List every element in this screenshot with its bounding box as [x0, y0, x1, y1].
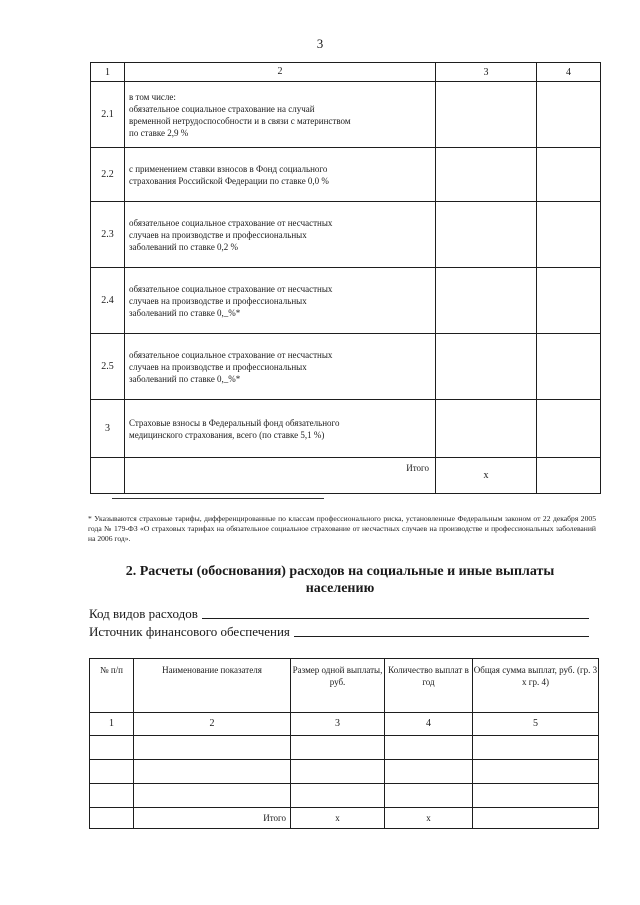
row-text-line: обязательное социальное страхование от несчастных — [129, 349, 333, 360]
table-header-row — [91, 63, 601, 82]
empty-cell — [90, 760, 134, 784]
row-value-cell — [537, 400, 601, 458]
column-number-row — [90, 713, 599, 736]
social-payments-table — [89, 658, 599, 829]
row-text-line: обязательное социальное страхование на случай — [129, 103, 315, 114]
table-row — [90, 736, 599, 760]
row-value-cell — [436, 400, 537, 458]
row-description — [125, 400, 436, 458]
column-number: 2 — [134, 713, 291, 736]
row-value-cell — [436, 334, 537, 400]
row-text-line: случаев на производстве и профессиональных — [129, 229, 307, 240]
footnote-separator — [112, 498, 324, 499]
empty-cell — [291, 784, 385, 808]
row-value-cell — [436, 268, 537, 334]
total-label: Итого — [125, 458, 436, 494]
expense-code-field — [89, 606, 589, 622]
total-value-cell — [537, 458, 601, 494]
table-row — [91, 334, 601, 400]
row-number: 2.5 — [91, 334, 125, 400]
row-description — [125, 268, 436, 334]
column-number: 3 — [291, 713, 385, 736]
row-text-line: заболеваний по ставке 0,_%* — [129, 307, 241, 318]
row-number: 2.1 — [91, 82, 125, 148]
row-text-line: с применением ставки взносов в Фонд социального — [129, 163, 328, 174]
total-x-mark: x — [436, 458, 537, 494]
total-x-mark: x — [385, 808, 473, 829]
row-number: 2.2 — [91, 148, 125, 202]
col-header-2: 2 — [125, 63, 436, 82]
empty-cell — [134, 736, 291, 760]
row-description — [125, 148, 436, 202]
total-row — [90, 808, 599, 829]
row-description — [125, 334, 436, 400]
col-header-1: 1 — [91, 63, 125, 82]
column-number: 5 — [473, 713, 599, 736]
column-number: 1 — [90, 713, 134, 736]
expense-code-blank-line — [202, 618, 589, 619]
col-header-payment-count: Количество выплат в год — [385, 659, 473, 713]
page-number: 3 — [316, 36, 324, 51]
empty-cell — [291, 736, 385, 760]
table-row — [91, 400, 601, 458]
row-number: 2.3 — [91, 202, 125, 268]
table-row — [91, 82, 601, 148]
col-header-payment-size: Размер одной выплаты, руб. — [291, 659, 385, 713]
table-row — [91, 148, 601, 202]
empty-cell — [385, 736, 473, 760]
funding-source-field — [89, 624, 589, 640]
empty-cell — [473, 784, 599, 808]
expense-code-label: Код видов расходов — [89, 606, 198, 621]
row-text-line: медицинского страхования, всего (по ставке 5,1 %) — [129, 429, 325, 440]
row-text-line: страхования Российской Федерации по ставке 0,0 % — [129, 175, 329, 186]
row-text-line: случаев на производстве и профессиональных — [129, 361, 307, 372]
row-value-cell — [436, 82, 537, 148]
empty-cell — [134, 760, 291, 784]
empty-cell — [473, 760, 599, 784]
total-x-mark: x — [291, 808, 385, 829]
row-value-cell — [537, 82, 601, 148]
empty-cell — [473, 736, 599, 760]
col-header-indicator: Наименование показателя — [134, 659, 291, 713]
row-text-line: в том числе: — [129, 91, 176, 102]
table-row — [91, 268, 601, 334]
row-value-cell — [436, 148, 537, 202]
column-number: 4 — [385, 713, 473, 736]
row-number: 3 — [91, 400, 125, 458]
row-value-cell — [537, 202, 601, 268]
row-number: 2.4 — [91, 268, 125, 334]
col-header-3: 3 — [436, 63, 537, 82]
row-value-cell — [537, 148, 601, 202]
row-text-line: обязательное социальное страхование от несчастных — [129, 283, 333, 294]
row-text-line: временной нетрудоспособности и в связи с материнством — [129, 115, 351, 126]
row-text-line: заболеваний по ставке 0,_%* — [129, 373, 241, 384]
row-description — [125, 202, 436, 268]
row-description — [125, 82, 436, 148]
section-heading-line: населению — [305, 581, 375, 596]
row-value-cell — [436, 202, 537, 268]
table-row — [90, 784, 599, 808]
row-text-line: Страховые взносы в Федеральный фонд обязательного — [129, 417, 340, 428]
total-label: Итого — [134, 808, 291, 829]
empty-cell — [291, 760, 385, 784]
section-heading — [90, 563, 590, 597]
table-row — [90, 760, 599, 784]
empty-cell — [90, 808, 134, 829]
total-empty-cell — [91, 458, 125, 494]
footnote: * Указываются страховые тарифы, дифференцированные по классам профессионального риска, установленные Федеральным законом от 22 декабря 2005 года № 179-ФЗ «О страховых тарифах на обязательное социальное страхование от несчастных случаев на производстве и профессиональных заболеваний на 2006 год». — [88, 514, 596, 543]
funding-source-blank-line — [294, 636, 589, 637]
empty-cell — [90, 736, 134, 760]
total-row — [91, 458, 601, 494]
table-row — [91, 202, 601, 268]
col-header-number: № п/п — [90, 659, 134, 713]
row-text-line: обязательное социальное страхование от несчастных — [129, 217, 333, 228]
col-header-4: 4 — [537, 63, 601, 82]
total-value-cell — [473, 808, 599, 829]
col-header-total-sum: Общая сумма выплат, руб. (гр. 3 х гр. 4) — [473, 659, 599, 713]
table-header-row — [90, 659, 599, 713]
row-text-line: случаев на производстве и профессиональных — [129, 295, 307, 306]
row-text-line: заболеваний по ставке 0,2 % — [129, 241, 239, 252]
row-text-line: по ставке 2,9 % — [129, 127, 189, 138]
empty-cell — [385, 760, 473, 784]
empty-cell — [134, 784, 291, 808]
section-heading-line: 2. Расчеты (обоснования) расходов на социальные и иные выплаты — [125, 564, 555, 579]
row-value-cell — [537, 334, 601, 400]
empty-cell — [385, 784, 473, 808]
row-value-cell — [537, 268, 601, 334]
empty-cell — [90, 784, 134, 808]
funding-source-label: Источник финансового обеспечения — [89, 624, 290, 639]
insurance-contributions-table — [90, 62, 601, 494]
